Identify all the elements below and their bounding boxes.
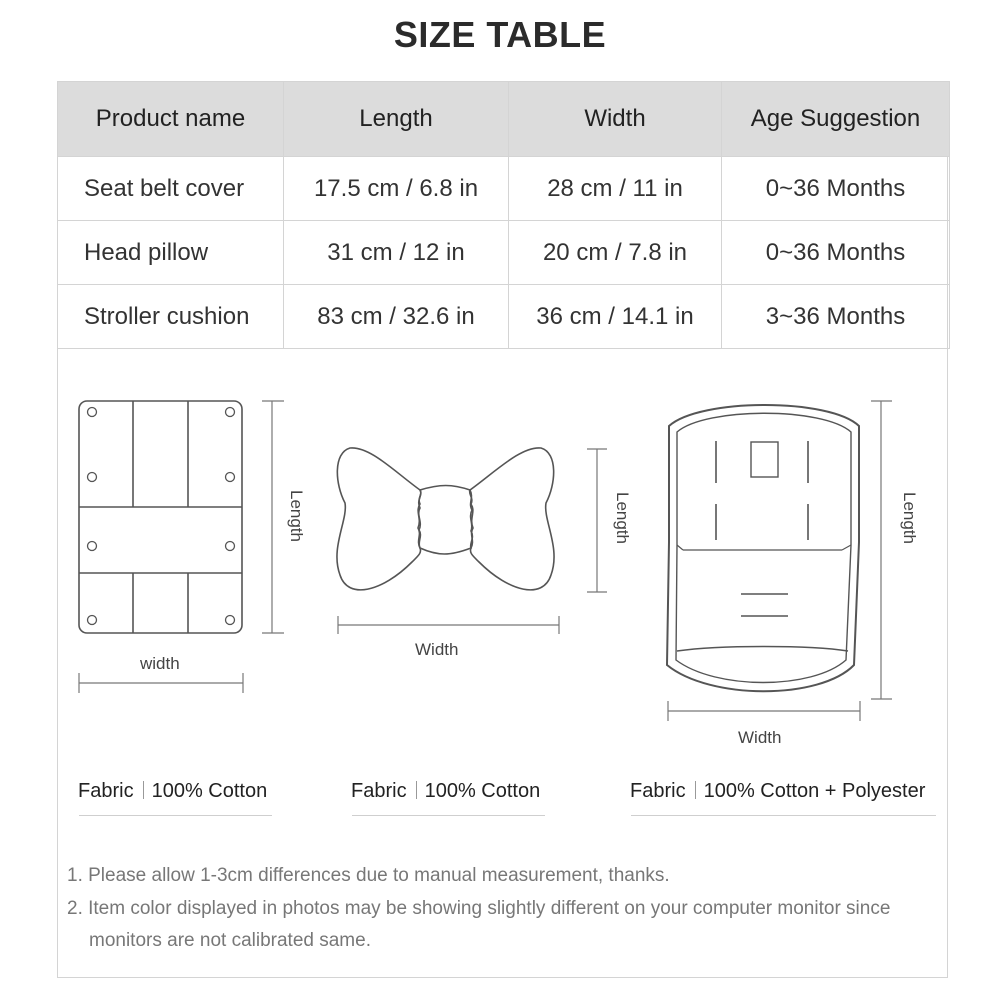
fabric-underline [352,815,545,816]
header-length: Length [284,82,509,157]
cell-length: 17.5 cm / 6.8 in [284,157,509,221]
seat-belt-cover-diagram [79,401,242,633]
cell-length: 31 cm / 12 in [284,221,509,285]
cell-age: 0~36 Months [722,221,950,285]
fabric-label: Fabric [351,780,407,802]
head-pillow-length-label: Length [613,492,632,544]
separator [143,781,144,799]
fabric-info-seat-belt [78,780,267,803]
separator [695,781,696,799]
header-product-name: Product name [58,82,284,157]
cell-age: 3~36 Months [722,285,950,349]
fabric-underline [79,815,272,816]
head-pillow-length-dimension [587,449,607,592]
stroller-cushion-length-dimension [871,401,892,699]
fabric-label: Fabric [78,780,134,802]
fabric-value: 100% Cotton [151,780,268,802]
separator [416,781,417,799]
seat-belt-width-label: width [140,654,180,673]
fabric-underline [631,815,936,816]
head-pillow-diagram [337,448,554,590]
cell-width: 36 cm / 14.1 in [509,285,722,349]
page-title: SIZE TABLE [393,14,607,55]
stroller-cushion-width-label: Width [738,728,782,747]
cell-length: 83 cm / 32.6 in [284,285,509,349]
fabric-value: 100% Cotton + Polyester [703,780,926,802]
cell-width: 20 cm / 7.8 in [509,221,722,285]
note-item: 2. Item color displayed in photos may be showing slightly different on your computer monitor since [67,898,891,919]
fabric-info-stroller-cushion [630,780,925,803]
header-age-suggestion: Age Suggestion [722,82,950,157]
note-item: 1. Please allow 1-3cm differences due to manual measurement, thanks. [67,865,670,886]
stroller-cushion-width-dimension [668,701,860,721]
cell-product-name: Head pillow [58,221,284,285]
cell-age: 0~36 Months [722,157,950,221]
cell-product-name: Seat belt cover [58,157,284,221]
cell-product-name: Stroller cushion [58,285,284,349]
seat-belt-width-dimension [79,673,243,693]
cell-width: 28 cm / 11 in [509,157,722,221]
head-pillow-width-dimension [338,616,559,634]
header-width: Width [509,82,722,157]
fabric-value: 100% Cotton [424,780,541,802]
fabric-label: Fabric [630,780,686,802]
stroller-cushion-diagram [667,405,859,691]
head-pillow-width-label: Width [415,640,459,659]
seat-belt-length-dimension [262,401,284,633]
stroller-cushion-length-label: Length [900,492,919,544]
note-item-continued: monitors are not calibrated same. [89,930,371,951]
seat-belt-length-label: Length [287,490,306,542]
fabric-info-head-pillow [351,780,540,803]
